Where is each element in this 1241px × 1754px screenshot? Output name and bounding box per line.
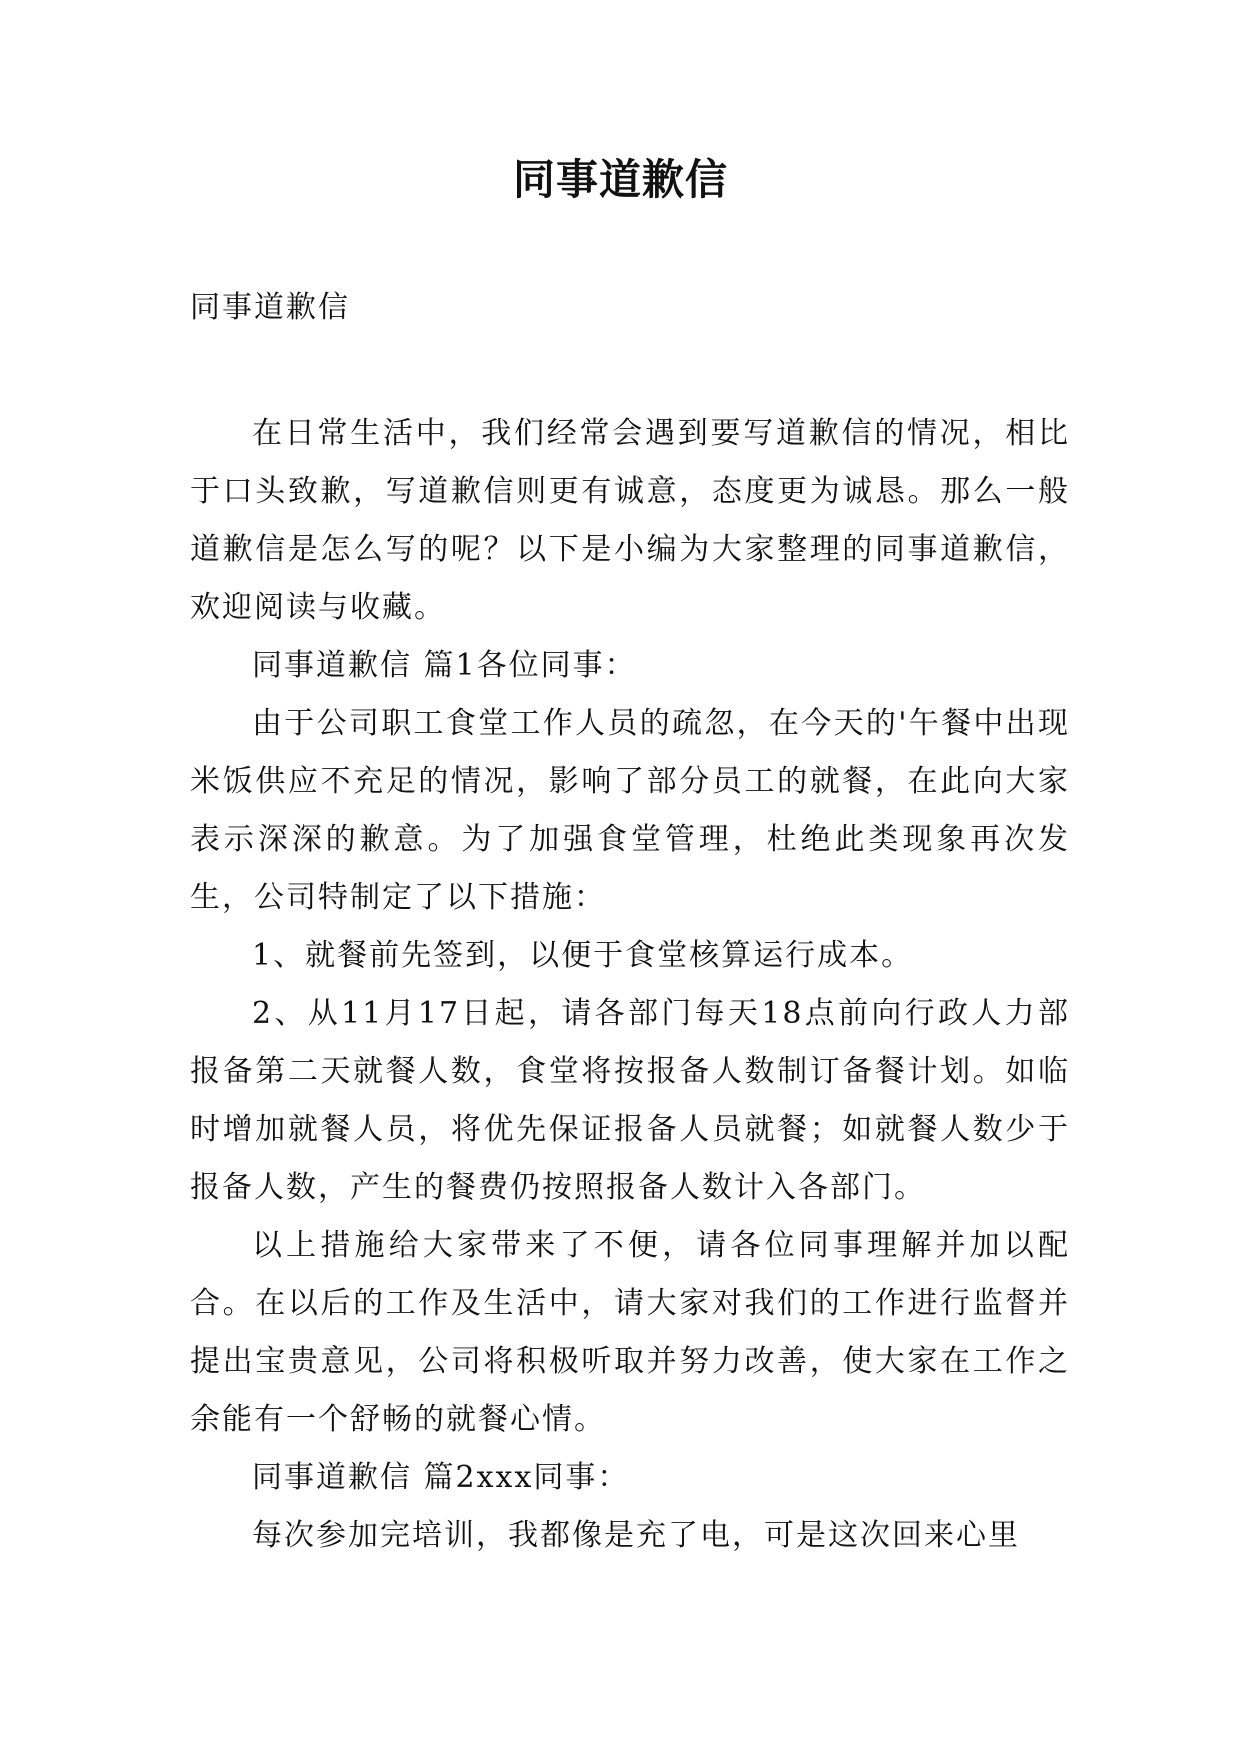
paragraph-measure-1: 1、就餐前先签到，以便于食堂核算运行成本。: [252, 938, 914, 973]
document-subtitle: 同事道歉信: [190, 290, 350, 325]
document-body: [190, 405, 1070, 1565]
paragraph-letter1-heading: 同事道歉信 篇1各位同事：: [252, 648, 637, 683]
paragraph-intro: 在日常生活中，我们经常会遇到要写道歉信的情况，相比于口头致歉，写道歉信则更有诚意，态度更为诚恳。那么一般道歉信是怎么写的呢？以下是小编为大家整理的同事道歉信，欢迎阅读与收藏。: [190, 416, 1070, 625]
paragraph-letter1-body: 由于公司职工食堂工作人员的疏忽，在今天的'午餐中出现米饭供应不充足的情况，影响了部分员工的就餐，在此向大家表示深深的歉意。为了加强食堂管理，杜绝此类现象再次发生，公司特制定了以下措施：: [190, 706, 1070, 915]
paragraph-letter1-closing: 以上措施给大家带来了不便，请各位同事理解并加以配合。在以后的工作及生活中，请大家对我们的工作进行监督并提出宝贵意见，公司将积极听取并努力改善，使大家在工作之余能有一个舒畅的就餐心情。: [190, 1228, 1070, 1437]
document-title: 同事道歉信: [512, 155, 728, 204]
paragraph-letter2-body: 每次参加完培训，我都像是充了电，可是这次回来心里: [252, 1518, 1020, 1553]
paragraph-letter2-heading: 同事道歉信 篇2xxx同事：: [252, 1460, 630, 1495]
paragraph-measure-2: 2、从11月17日起，请各部门每天18点前向行政人力部报备第二天就餐人数，食堂将按报备人数制订备餐计划。如临时增加就餐人员，将优先保证报备人员就餐；如就餐人数少于报备人数，产生的餐费仍按照报备人数计入各部门。: [190, 996, 1070, 1205]
